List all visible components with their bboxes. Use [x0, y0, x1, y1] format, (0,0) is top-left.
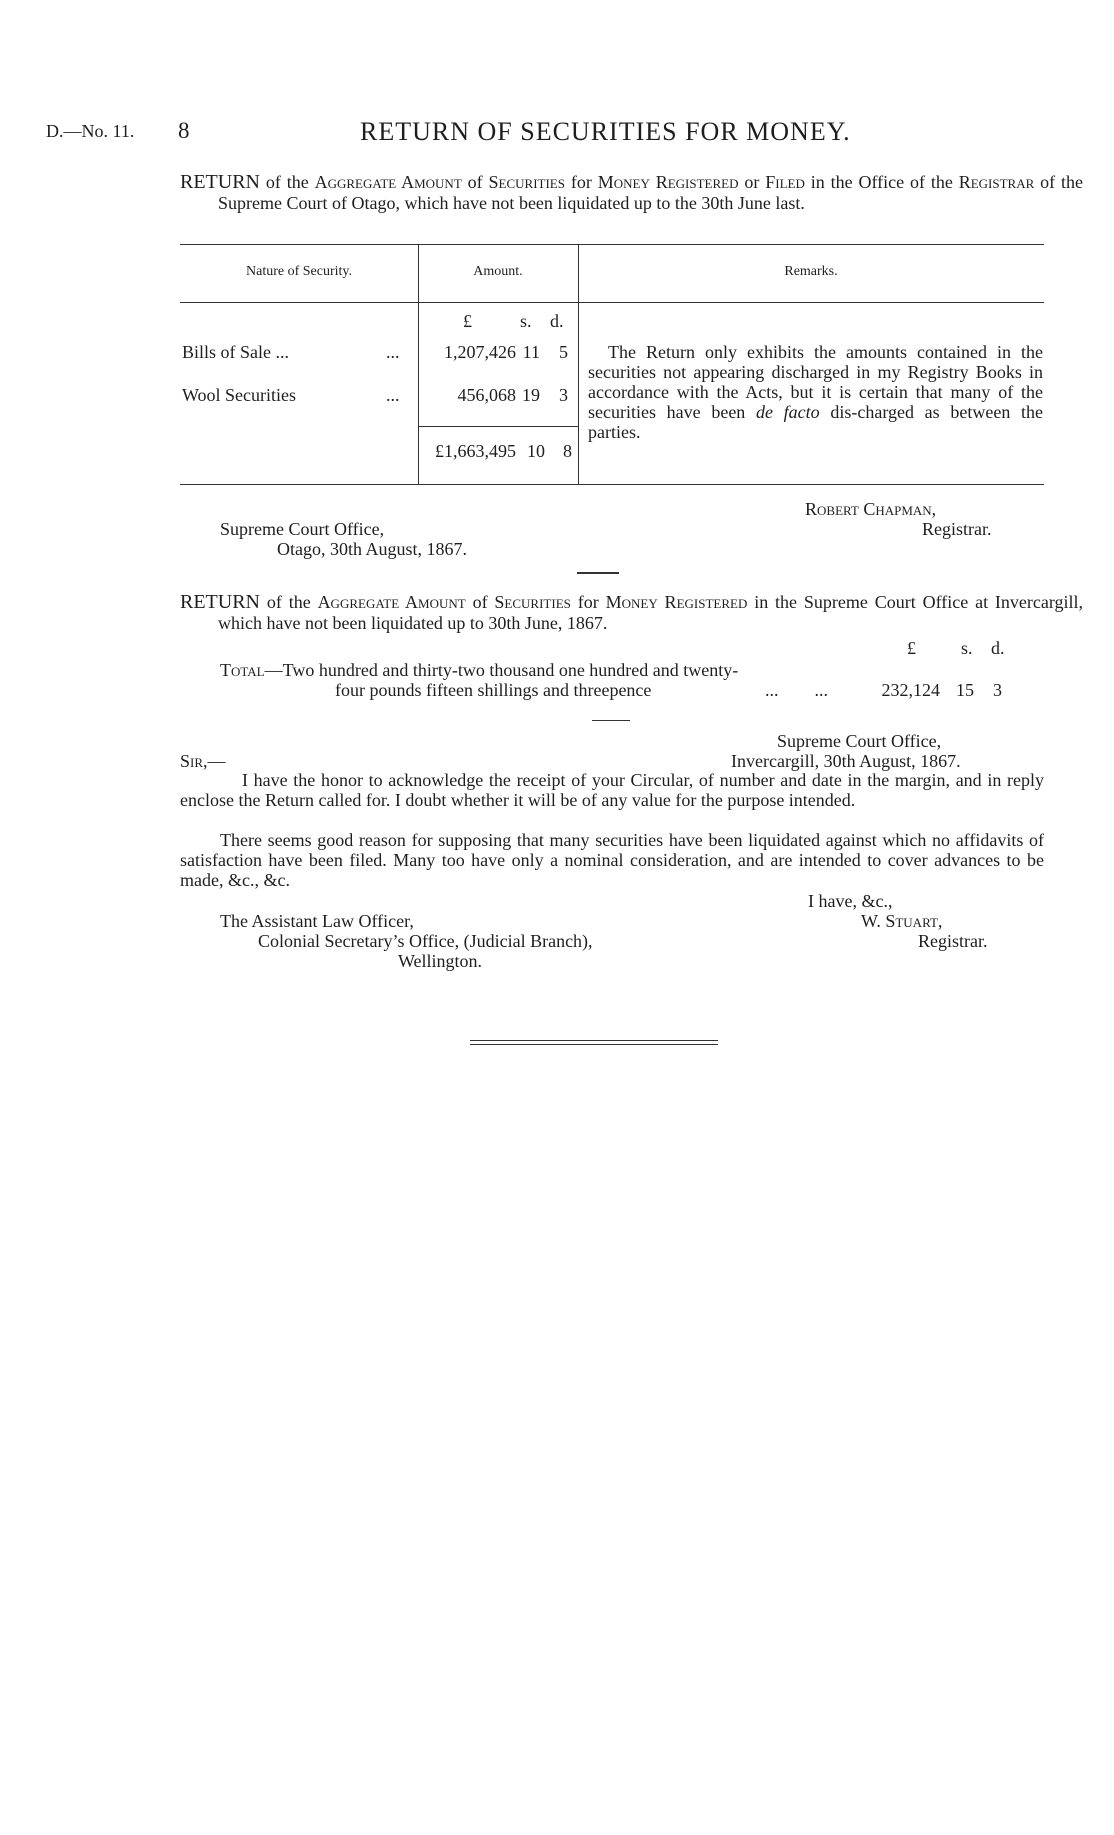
total-pence: 8 — [563, 441, 572, 461]
total-shillings: 10 — [527, 441, 545, 461]
row-wool-securities-pounds: 456,068 — [457, 385, 516, 405]
letter-signer-name: W. Stuart, — [861, 911, 943, 931]
otago-office-line1: Supreme Court Office, — [220, 519, 385, 539]
table-bottom-rule — [180, 484, 1044, 485]
letter-office-line1: Supreme Court Office, — [777, 731, 942, 751]
row-wool-securities-pence: 3 — [559, 385, 568, 405]
inv-total-pence: 3 — [993, 680, 1002, 700]
table-col-divider-2 — [578, 244, 579, 484]
otago-return-intro: RETURN of the Aggregate Amount of Securities for Money Registered or Filed in the Office of the Registrar of the Supreme Court of Otago, which have not been liquidated up to the 30th June last. — [180, 171, 1084, 213]
unit-shillings: s. — [520, 311, 532, 331]
unit-pence: d. — [550, 311, 564, 331]
letter-paragraph-1: I have the honor to acknowledge the receipt of your Circular, of number and date in the margin, and in reply enclose the Return called for. I doubt whether it will be of any value for the purpose intended. — [180, 770, 1044, 810]
letter-salutation: Sir,— — [180, 751, 226, 771]
page-title: RETURN OF SECURITIES FOR MONEY. — [360, 117, 851, 146]
letter-office-line2: Invercargill, 30th August, 1867. — [731, 751, 961, 771]
row-bills-of-sale-dots: ... — [386, 342, 400, 362]
header-amount: Amount. — [473, 264, 523, 279]
letter-addressee-line1: The Assistant Law Officer, — [220, 911, 414, 931]
otago-office-line2: Otago, 30th August, 1867. — [277, 539, 468, 559]
row-wool-securities-dots: ... — [386, 385, 400, 405]
row-bills-of-sale-shillings: 11 — [522, 342, 540, 362]
letter-addressee-line3: Wellington. — [398, 951, 483, 971]
inv-total-line1: Total—Two hundred and thirty-two thousand one hundred and twenty- — [220, 660, 739, 680]
inv-total-shillings: 15 — [956, 680, 974, 700]
total-pounds: £1,663,495 — [435, 441, 516, 461]
inv-total-line2: four pounds fifteen shillings and threepence — [335, 680, 652, 700]
end-rule-top — [470, 1040, 718, 1041]
header-remarks: Remarks. — [784, 264, 838, 279]
letter-paragraph-2: There seems good reason for supposing that many securities have been liquidated against which no affidavits of satisfaction have been filed. Many too have only a nominal consideration, and are intended to cover advances to be made, &c., &c. — [180, 830, 1044, 890]
letter-signer-title: Registrar. — [918, 931, 988, 951]
unit-pounds: £ — [463, 311, 472, 331]
remarks-text: The Return only exhibits the amounts contained in the securities not appearing discharged in my Registry Books in accordance with the Acts, but it is certain that many of the securities have been de facto dis-charged as between the parties. — [588, 342, 1044, 442]
inv-total-pounds: 232,124 — [881, 680, 940, 700]
table-top-rule — [180, 244, 1044, 245]
table-header-rule — [180, 302, 1044, 303]
invercargill-return-intro: RETURN of the Aggregate Amount of Securities for Money Registered in the Supreme Court Office at Invercargill, which have not been liquidated up to 30th June, 1867. — [180, 591, 1084, 633]
page-number: 8 — [178, 118, 190, 143]
inv-unit-pounds: £ — [907, 638, 916, 658]
row-bills-of-sale-pounds: 1,207,426 — [444, 342, 516, 362]
section-divider-2 — [592, 720, 630, 721]
table-col-divider-1 — [418, 244, 419, 484]
letter-addressee-line2: Colonial Secretary’s Office, (Judicial Branch), — [258, 931, 593, 951]
total-rule — [418, 426, 578, 427]
row-wool-securities-shillings: 19 — [522, 385, 540, 405]
letter-closing: I have, &c., — [808, 891, 893, 911]
otago-signature-title: Registrar. — [922, 519, 992, 539]
row-wool-securities-nature: Wool Securities — [182, 385, 297, 405]
section-divider-1 — [577, 572, 619, 574]
row-bills-of-sale-nature: Bills of Sale ... — [182, 342, 289, 362]
otago-signature-name: Robert Chapman, — [805, 499, 937, 519]
header-nature-of-security: Nature of Security. — [246, 264, 352, 279]
row-bills-of-sale-pence: 5 — [559, 342, 568, 362]
end-rule-bottom — [470, 1044, 718, 1045]
inv-unit-pence: d. — [991, 638, 1005, 658]
inv-unit-shillings: s. — [961, 638, 973, 658]
document-reference: D.—No. 11. — [46, 121, 135, 141]
inv-total-dots: ... ... — [765, 680, 828, 700]
